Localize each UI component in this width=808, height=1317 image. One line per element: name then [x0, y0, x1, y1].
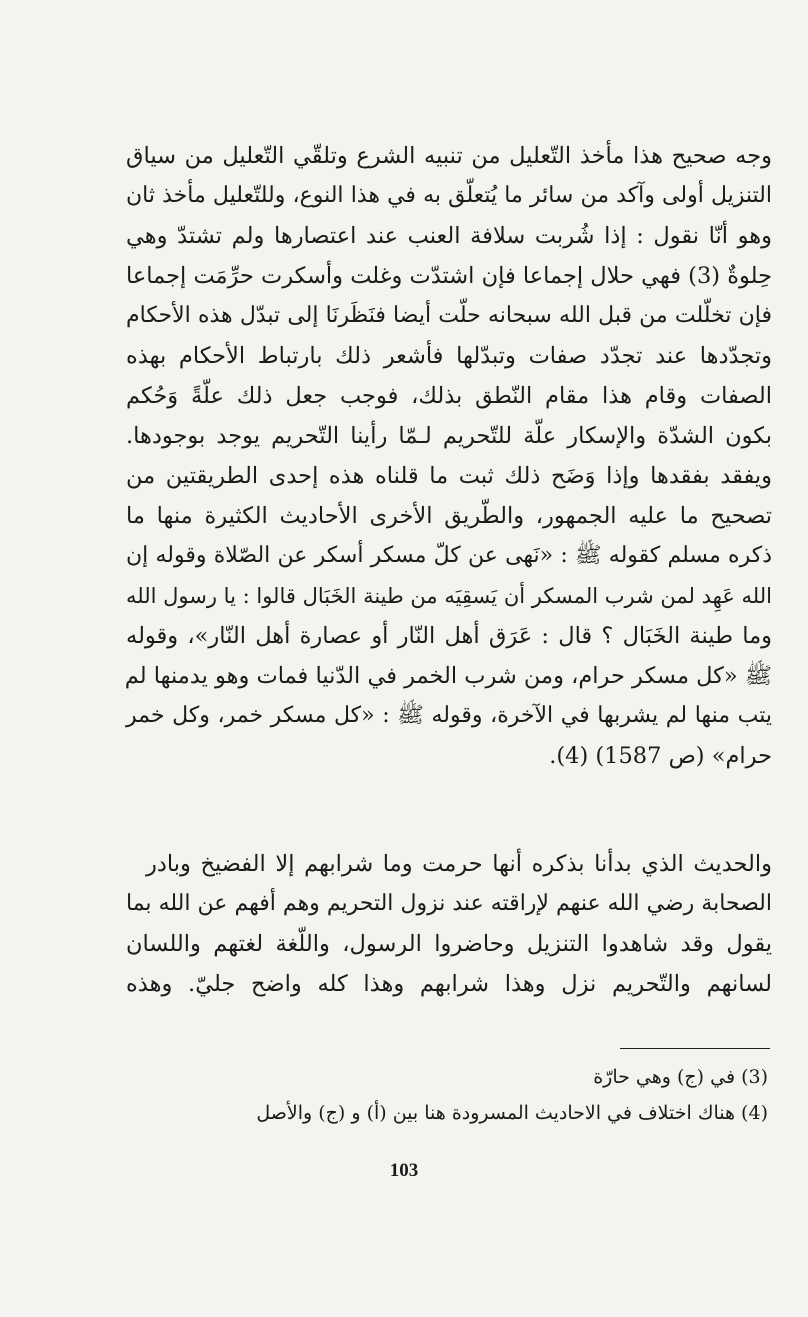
- footnote-3: (3) في (ج) وهي حارّة: [593, 1066, 768, 1088]
- text-line: الصحابة رضي الله عنهم لإراقته عند نزول التحريم وهم أفهم عن الله بما: [126, 891, 772, 916]
- footnote-4: (4) هناك اختلاف في الاحاديث المسرودة هنا بين (أ) و (ج) والأصل: [256, 1102, 768, 1124]
- text-line: وتجدّدها عند تجدّد صفات وتبدّلها فأشعر ذلك بارتباط الأحكام بهذه: [126, 343, 772, 369]
- text-line: حرام» (ص 1587) (4).: [549, 743, 772, 769]
- text-line: بكون الشدّة والإسكار علّة للتّحريم لـمّا رأينا التّحريم يوجد بوجودها.: [126, 423, 772, 449]
- footnote-separator: [620, 1048, 770, 1049]
- text-line: ويفقد بفقدها وإذا وَضَح ذلك ثبت ما قلناه هذه إحدى الطريقتين من: [126, 463, 772, 489]
- text-line: وهو أنّا نقول : إذا شُربت سلافة العنب عند اعتصارها ولم تشتدّ وهي: [126, 223, 772, 249]
- text-line: تصحيح ما عليه الجمهور، والطّريق الأخرى الأحاديث الكثيرة منها ما: [126, 503, 772, 529]
- text-line: حِلوةٌ (3) فهي حلال إجماعا فإن اشتدّت وغلت وأسكرت حرِّمَت إجماعا: [125, 263, 772, 289]
- text-line: التنزيل أولى وآكد من سائر ما يُتعلّق به في هذا النوع، وللتّعليل مأخذ ثان: [126, 183, 772, 208]
- text-line: ذكره مسلم كقوله ﷺ : «نَهى عن كلّ مسكر أسكر عن الصّلاة وقوله إن: [126, 543, 772, 568]
- text-line: والحديث الذي بدأنا بذكره أنها حرمت وما شرابهم إلا الفضيخ وبادر: [146, 851, 772, 877]
- text-line: وجه صحيح هذا مأخذ التّعليل من تنبيه الشرع وتلقّي التّعليل من سياق: [126, 143, 772, 169]
- page-number: 103: [389, 1160, 419, 1181]
- text-line: لسانهم والتّحريم نزل وهذا شرابهم وهذا كله واضح جليّ. وهذه: [126, 971, 772, 997]
- text-line: الله عَهِد لمن شرب المسكر أن يَسقِيَه من طينة الخَبَال قالوا : يا رسول الله: [126, 584, 772, 608]
- text-line: وما طينة الخَبَال ؟ قال : عَرَق أهل النّار أو عصارة أهل النّار»، وقوله: [126, 623, 772, 649]
- text-line: ﷺ «كل مسكر حرام، ومن شرب الخمر في الدّنيا فمات وهو يدمنها لم: [124, 663, 772, 689]
- text-line: فإن تخلّلت من قبل الله سبحانه حلّت أيضا فنَظَرنَا إلى تبدّل هذه الأحكام: [126, 303, 772, 328]
- text-line: يقول وقد شاهدوا التنزيل وحاضروا الرسول، واللّغة لغتهم واللسان: [126, 931, 772, 957]
- text-line: الصفات وقام هذا مقام النّطق بذلك، فوجب جعل ذلك علّةً وَحُكم: [126, 383, 772, 409]
- text-line: يتب منها لم يشربها في الآخرة، وقوله ﷺ : «كل مسكر خمر، وكل خمر: [126, 703, 772, 728]
